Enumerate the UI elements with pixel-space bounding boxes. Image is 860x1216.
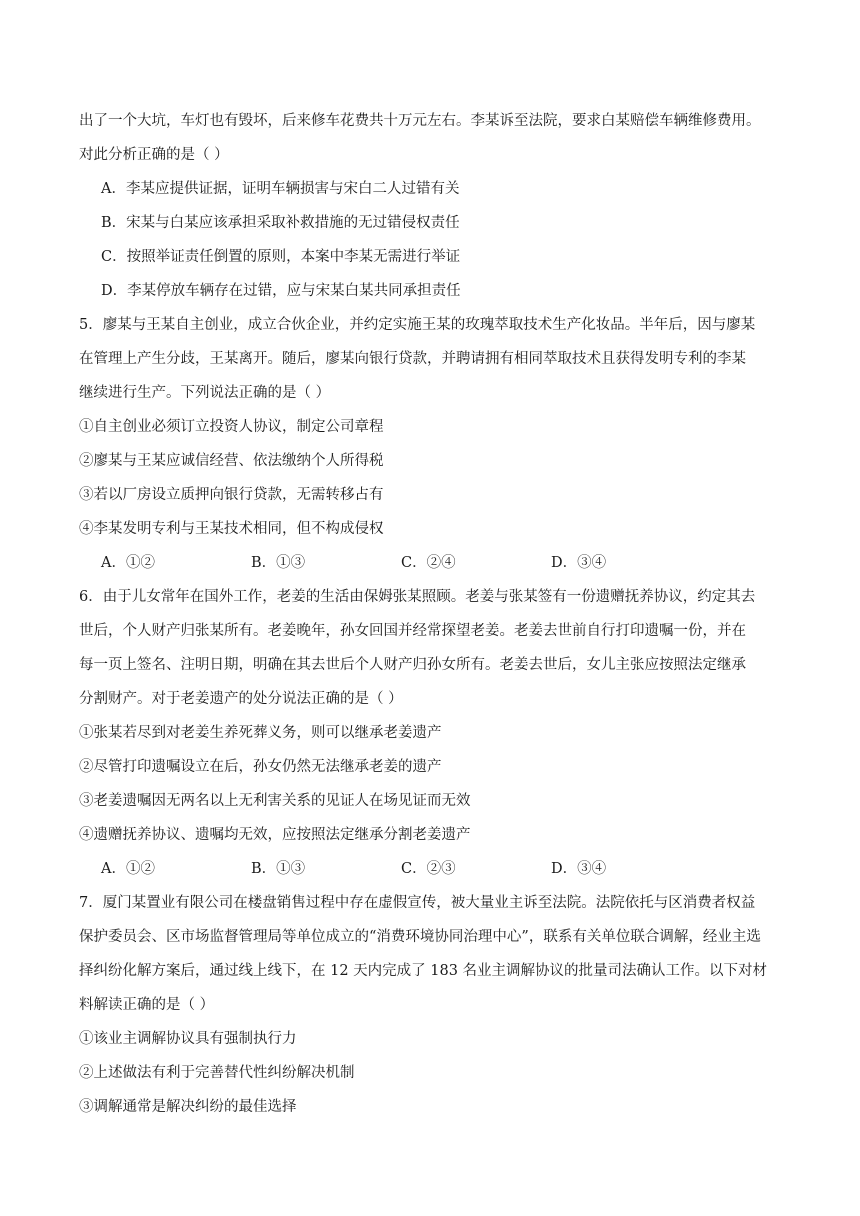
choice-c: C．②③	[401, 861, 456, 877]
question-stem-line: 6．由于儿女常年在国外工作，老姜的生活由保姆张某照顾。老姜与张某签有一份遗赠抚养协议，约定其去	[79, 589, 756, 605]
option-d: D．李某停放车辆存在过错，应与宋某白某共同承担责任	[101, 283, 461, 299]
question-stem-line: 每一页上签名、注明日期，明确在其去世后个人财产归孙女所有。老姜去世后，女儿主张应按照法定继承	[79, 657, 746, 673]
question-stem-line: 料解读正确的是（ ）	[79, 997, 215, 1013]
question-5	[79, 308, 791, 580]
answer-choices	[79, 852, 791, 886]
question-stem-line: 继续进行生产。下列说法正确的是（ ）	[79, 385, 331, 401]
choice-d: D．③④	[551, 555, 607, 571]
statement-2: ②廖某与王某应诚信经营、依法缴纳个人所得税	[79, 453, 384, 469]
statement-4: ④李某发明专利与王某技术相同，但不构成侵权	[79, 521, 384, 537]
statement-3: ③老姜遗嘱因无两名以上无利害关系的见证人在场见证而无效	[79, 793, 471, 809]
statement-1: ①张某若尽到对老姜生养死葬义务，则可以继承老姜遗产	[79, 725, 442, 741]
choice-b: B．①③	[251, 861, 306, 877]
question-stem-line: 出了一个大坑，车灯也有毁坏，后来修车花费共十万元左右。李某诉至法院，要求白某赔偿车辆维修费用。	[79, 113, 761, 129]
choice-a: A．①②	[101, 555, 155, 571]
question-stem-line: 7．厦门某置业有限公司在楼盘销售过程中存在虚假宣传，被大量业主诉至法院。法院依托与区消费者权益	[79, 895, 756, 911]
question-stem-line: 保护委员会、区市场监督管理局等单位成立的“消费环境协同治理中心”，联系有关单位联合调解，经业主选	[79, 929, 761, 945]
question-stem-line: 世后，个人财产归张某所有。老姜晚年，孙女回国并经常探望老姜。老姜去世前自行打印遗嘱一份，并在	[79, 623, 746, 639]
option-c: C．按照举证责任倒置的原则，本案中李某无需进行举证	[101, 249, 461, 265]
choice-c: C．②④	[401, 555, 456, 571]
statement-1: ①自主创业必须订立投资人协议，制定公司章程	[79, 419, 384, 435]
question-6	[79, 580, 791, 886]
statement-2: ②尽管打印遗嘱设立在后，孙女仍然无法继承老姜的遗产	[79, 759, 442, 775]
statement-3: ③调解通常是解决纠纷的最佳选择	[79, 1099, 297, 1115]
question-4	[79, 104, 791, 308]
question-7	[79, 886, 791, 1124]
question-stem-line: 分割财产。对于老姜遗产的处分说法正确的是（ ）	[79, 691, 403, 707]
statement-4: ④遗赠抚养协议、遗嘱均无效，应按照法定继承分割老姜遗产	[79, 827, 471, 843]
page-content	[79, 104, 791, 1124]
option-b: B．宋某与白某应该承担采取补救措施的无过错侵权责任	[101, 215, 460, 231]
statement-2: ②上述做法有利于完善替代性纠纷解决机制	[79, 1065, 355, 1081]
question-stem-line: 择纠纷化解方案后，通过线上线下，在 12 天内完成了 183 名业主调解协议的批量司法确认工作。以下对材	[79, 963, 768, 979]
question-stem-line: 对此分析正确的是（ ）	[79, 147, 229, 163]
question-stem-line: 5．廖某与王某自主创业，成立合伙企业，并约定实施王某的玫瑰萃取技术生产化妆品。半年后，因与廖某	[79, 317, 756, 333]
choice-a: A．①②	[101, 861, 155, 877]
statement-3: ③若以厂房设立质押向银行贷款，无需转移占有	[79, 487, 384, 503]
option-a: A．李某应提供证据，证明车辆损害与宋白二人过错有关	[101, 181, 460, 197]
choice-b: B．①③	[251, 555, 306, 571]
choice-d: D．③④	[551, 861, 607, 877]
answer-choices	[79, 546, 791, 580]
statement-1: ①该业主调解协议具有强制执行力	[79, 1031, 297, 1047]
question-stem-line: 在管理上产生分歧，王某离开。随后，廖某向银行贷款，并聘请拥有相同萃取技术且获得发明专利的李某	[79, 351, 746, 367]
